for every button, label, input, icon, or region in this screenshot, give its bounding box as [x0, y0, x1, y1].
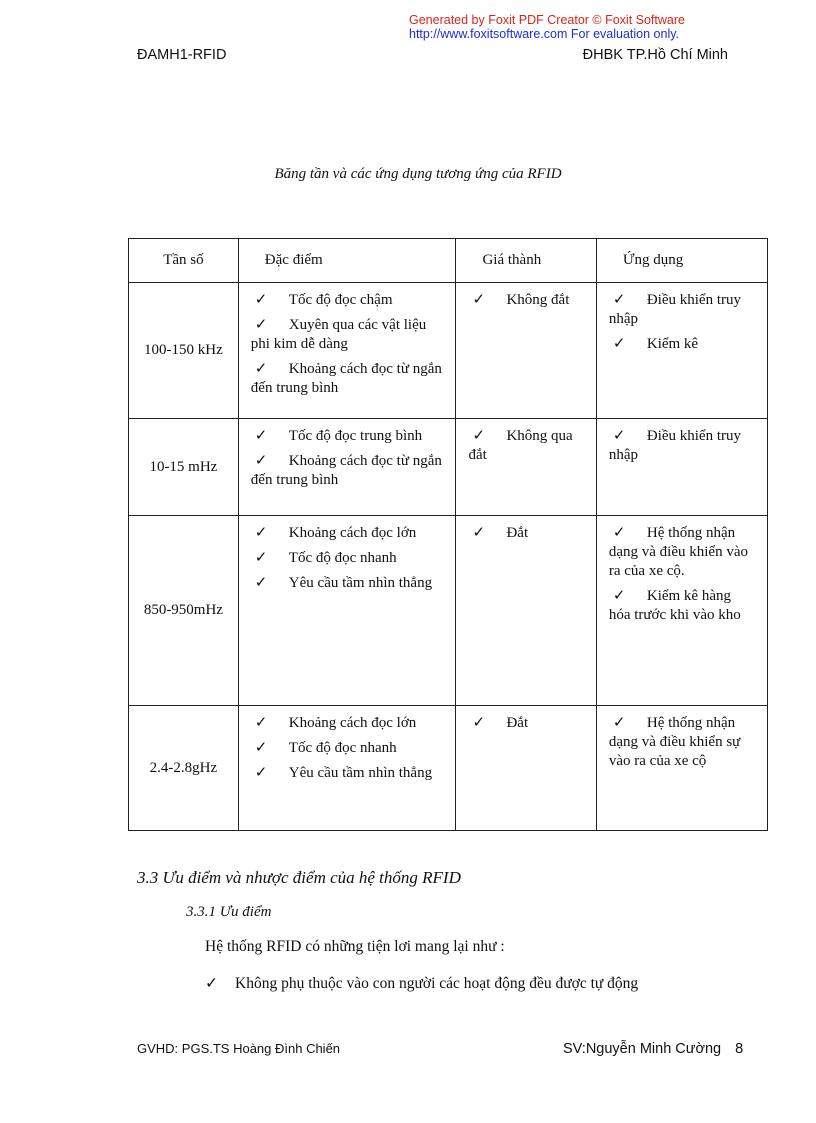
item-text: Điều khiển truy nhập: [608, 292, 742, 327]
cell-features: [238, 283, 456, 419]
cell-cost: [456, 706, 596, 831]
cell-frequency: 2.4-2.8gHz: [129, 706, 239, 831]
table-row: [129, 419, 768, 516]
list-item: [609, 427, 755, 465]
check-icon: ✓: [612, 588, 626, 604]
check-icon: ✓: [205, 975, 218, 992]
cell-features: [238, 516, 456, 706]
list-item: [609, 291, 755, 329]
item-text: Khoảng cách đọc lớn: [288, 715, 417, 731]
check-icon: ✓: [254, 715, 268, 731]
cell-cost: [456, 283, 596, 419]
item-text: Yêu cầu tầm nhìn thẳng: [288, 765, 433, 781]
item-text: Tốc độ đọc nhanh: [288, 550, 397, 566]
check-icon: ✓: [254, 525, 268, 541]
header-features: Đặc điểm: [238, 239, 456, 283]
check-icon: ✓: [254, 428, 268, 444]
check-icon: ✓: [254, 550, 268, 566]
list-item: [468, 524, 583, 543]
header-frequency: Tần số: [129, 239, 239, 283]
check-icon: ✓: [254, 575, 268, 591]
check-icon: ✓: [254, 292, 268, 308]
header-left: ĐAMH1-RFID: [137, 47, 227, 63]
cell-applications: [596, 706, 767, 831]
list-item: [251, 764, 444, 783]
check-icon: ✓: [254, 317, 268, 333]
intro-paragraph: Hệ thống RFID có những tiện lơi mang lại như :: [205, 938, 505, 955]
table-caption: Băng tần và các ứng dụng tương ứng của RFID: [274, 166, 562, 182]
check-icon: ✓: [254, 740, 268, 756]
item-text: Kiểm kê hàng hóa trước khi vào kho: [608, 588, 741, 623]
item-text: Kiểm kê: [646, 336, 699, 352]
item-text: Tốc độ đọc trung bình: [288, 428, 423, 444]
list-item: [468, 291, 583, 310]
check-icon: ✓: [254, 765, 268, 781]
watermark-line2: http://www.foxitsoftware.com For evaluation only.: [409, 27, 680, 41]
check-icon: ✓: [472, 525, 486, 541]
item-text: Hệ thống nhận dạng và điều khiển sự vào ra của xe cộ: [608, 715, 741, 769]
footer-supervisor: GVHD: PGS.TS Hoàng Đình Chiến: [137, 1041, 341, 1056]
item-text: Tốc độ đọc nhanh: [288, 740, 397, 756]
list-item: [609, 335, 755, 354]
header-right: ĐHBK TP.Hồ Chí Minh: [582, 47, 728, 63]
item-text: Khoảng cách đọc từ ngắn đến trung bình: [250, 453, 442, 488]
cell-features: [238, 706, 456, 831]
item-text: Tốc độ đọc chậm: [288, 292, 393, 308]
check-icon: ✓: [612, 715, 626, 731]
rfid-frequency-table: [128, 238, 768, 831]
item-text: Khoảng cách đọc lớn: [288, 525, 417, 541]
check-icon: ✓: [612, 428, 626, 444]
bullet-text: Không phụ thuộc vào con người các hoạt động đều được tự động: [235, 975, 639, 992]
item-text: Xuyên qua các vật liệu phi kim dễ dàng: [250, 317, 427, 352]
item-text: Khoảng cách đọc từ ngắn đến trung bình: [250, 361, 442, 396]
check-icon: ✓: [254, 361, 268, 377]
table-row: [129, 706, 768, 831]
cell-cost: [456, 516, 596, 706]
cell-applications: [596, 419, 767, 516]
check-icon: ✓: [472, 428, 486, 444]
list-item: [251, 291, 444, 310]
cell-cost: [456, 419, 596, 516]
item-text: Đắt: [506, 525, 529, 541]
table-header-row: [129, 239, 768, 283]
item-text: Đắt: [506, 715, 529, 731]
list-item: [609, 587, 755, 625]
check-icon: ✓: [254, 453, 268, 469]
item-text: Điều khiển truy nhập: [608, 428, 742, 463]
list-item: [251, 360, 444, 398]
bullet-item: [205, 974, 638, 993]
list-item: [468, 427, 583, 465]
cell-frequency: 100-150 kHz: [129, 283, 239, 419]
check-icon: ✓: [612, 292, 626, 308]
list-item: [609, 524, 755, 581]
list-item: [251, 549, 444, 568]
item-text: Không qua đắt: [468, 428, 573, 463]
check-icon: ✓: [472, 715, 486, 731]
cell-applications: [596, 283, 767, 419]
page-number: 8: [735, 1041, 744, 1057]
watermark-line1: Generated by Foxit PDF Creator © Foxit Software: [409, 13, 685, 27]
table-row: [129, 283, 768, 419]
foxit-watermark: [409, 13, 685, 41]
table-row: [129, 516, 768, 706]
list-item: [251, 739, 444, 758]
subsection-title: 3.3.1 Ưu điểm: [186, 904, 272, 920]
list-item: [251, 452, 444, 490]
list-item: [251, 714, 444, 733]
cell-frequency: 10-15 mHz: [129, 419, 239, 516]
section-title: 3.3 Ưu điểm và nhược điểm của hệ thống RFID: [137, 868, 461, 887]
cell-applications: [596, 516, 767, 706]
check-icon: ✓: [612, 336, 626, 352]
cell-features: [238, 419, 456, 516]
list-item: [251, 316, 444, 354]
item-text: Hệ thống nhận dạng và điều khiển vào ra của xe cộ.: [608, 525, 748, 579]
footer-student-name: SV:Nguyễn Minh Cường: [563, 1041, 722, 1057]
cell-frequency: 850-950mHz: [129, 516, 239, 706]
item-text: Yêu cầu tầm nhìn thẳng: [288, 575, 433, 591]
footer-student: [563, 1041, 743, 1057]
item-text: Không đắt: [506, 292, 570, 308]
check-icon: ✓: [612, 525, 626, 541]
header-cost: Giá thành: [456, 239, 596, 283]
list-item: [251, 524, 444, 543]
list-item: [251, 574, 444, 593]
list-item: [468, 714, 583, 733]
list-item: [251, 427, 444, 446]
check-icon: ✓: [472, 292, 486, 308]
header-applications: Ứng dụng: [596, 239, 767, 283]
list-item: [609, 714, 755, 771]
